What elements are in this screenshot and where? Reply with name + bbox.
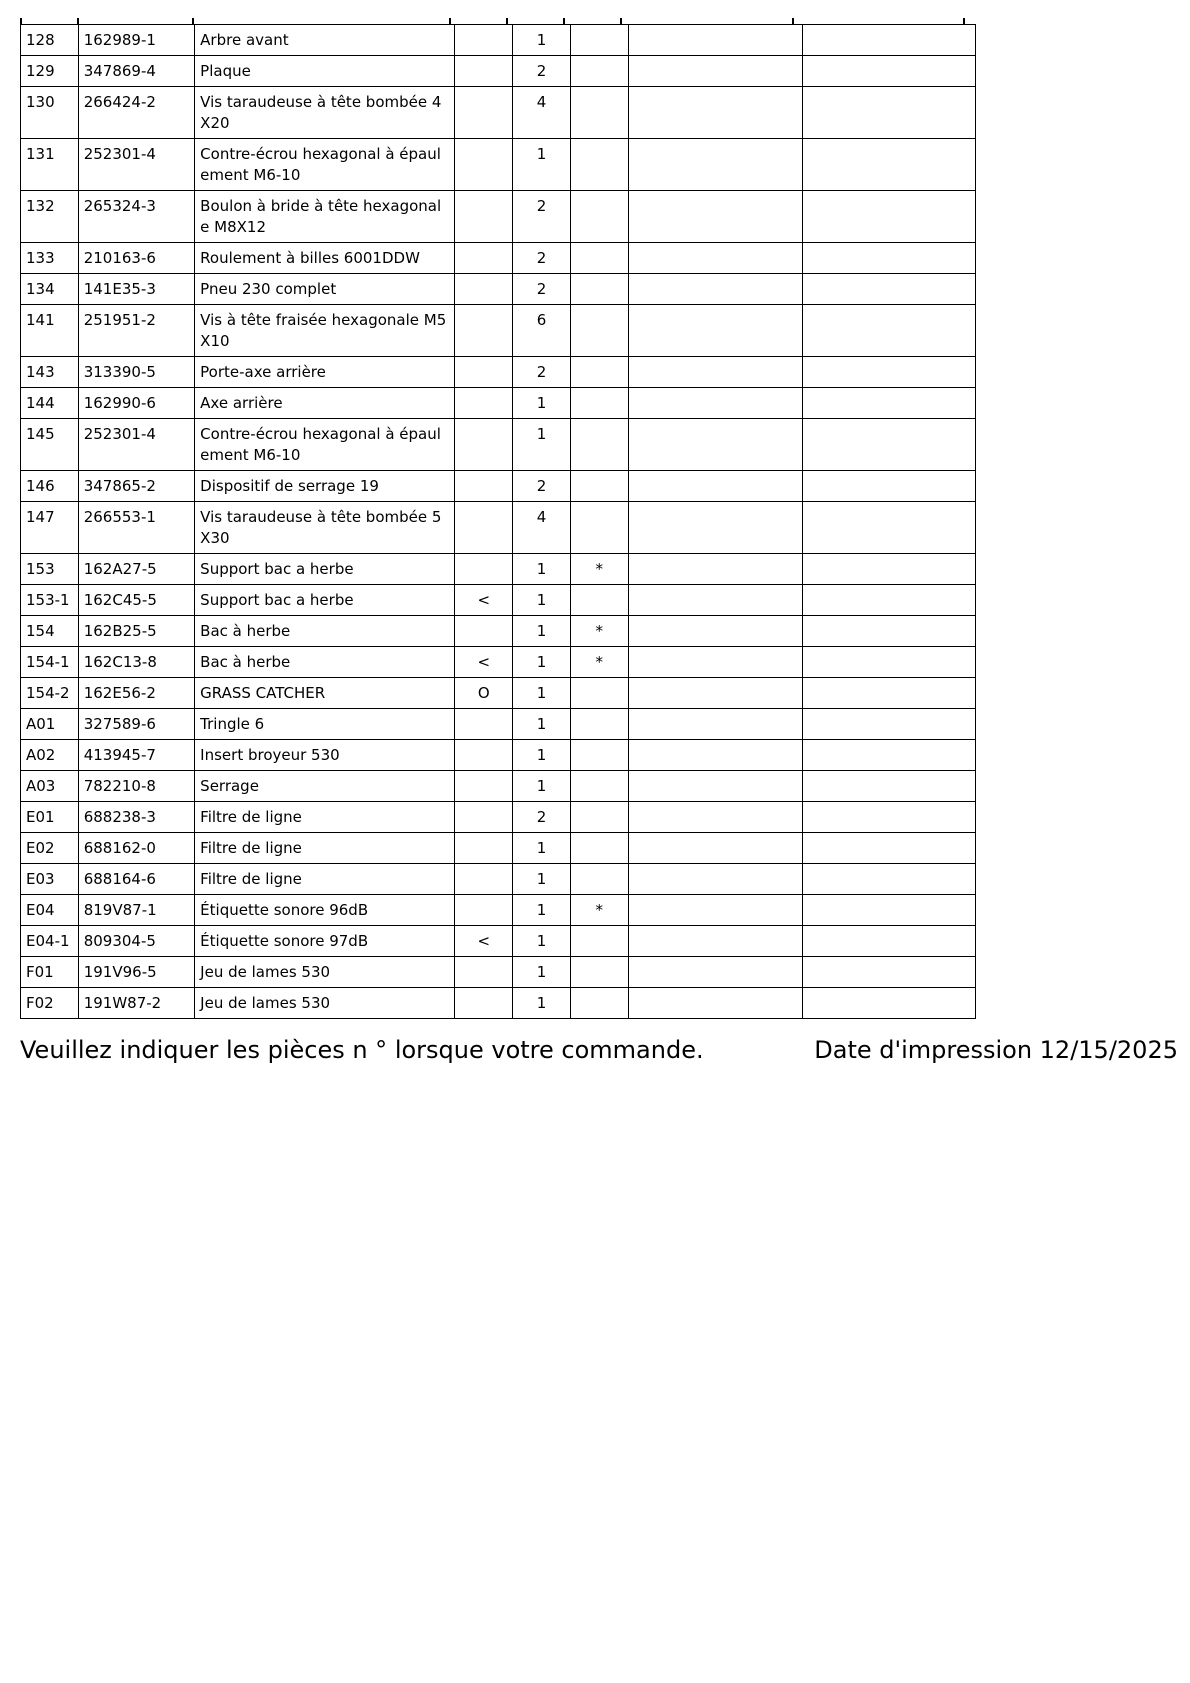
table-row — [21, 709, 976, 740]
table-row — [21, 678, 976, 709]
part-number-cell: 162C13-8 — [78, 647, 194, 678]
blank-cell — [802, 502, 975, 554]
blank-cell — [628, 926, 802, 957]
mark-cell: O — [455, 678, 513, 709]
note-cell: * — [570, 554, 628, 585]
description-cell: Jeu de lames 530 — [195, 957, 455, 988]
ref-cell: A02 — [21, 740, 79, 771]
mark-cell — [455, 243, 513, 274]
note-cell — [570, 305, 628, 357]
mark-cell — [455, 357, 513, 388]
ref-cell: E04 — [21, 895, 79, 926]
table-row — [21, 357, 976, 388]
blank-cell — [802, 585, 975, 616]
ref-cell: A03 — [21, 771, 79, 802]
description-cell: Boulon à bride à tête hexagonale M8X12 — [195, 191, 455, 243]
blank-cell — [628, 988, 802, 1019]
ref-cell: 145 — [21, 419, 79, 471]
mark-cell — [455, 802, 513, 833]
part-number-cell: 141E35-3 — [78, 274, 194, 305]
note-cell — [570, 25, 628, 56]
ref-cell: E01 — [21, 802, 79, 833]
part-number-cell: 162C45-5 — [78, 585, 194, 616]
note-cell — [570, 988, 628, 1019]
description-cell: Vis taraudeuse à tête bombée 5X30 — [195, 502, 455, 554]
order-instruction-note: Veuillez indiquer les pièces n ° lorsque votre commande. — [20, 1036, 704, 1064]
blank-cell — [628, 274, 802, 305]
quantity-cell: 4 — [513, 502, 571, 554]
quantity-cell: 1 — [513, 388, 571, 419]
mark-cell — [455, 616, 513, 647]
mark-cell — [455, 864, 513, 895]
description-cell: Bac à herbe — [195, 647, 455, 678]
mark-cell — [455, 988, 513, 1019]
parts-table-body — [21, 25, 976, 1019]
description-cell: Serrage — [195, 771, 455, 802]
description-cell: Vis taraudeuse à tête bombée 4X20 — [195, 87, 455, 139]
part-number-cell: 819V87-1 — [78, 895, 194, 926]
note-cell — [570, 678, 628, 709]
table-row — [21, 554, 976, 585]
blank-cell — [628, 554, 802, 585]
description-cell: Filtre de ligne — [195, 833, 455, 864]
table-row — [21, 191, 976, 243]
description-cell: Pneu 230 complet — [195, 274, 455, 305]
blank-cell — [628, 833, 802, 864]
ref-cell: 153-1 — [21, 585, 79, 616]
blank-cell — [628, 647, 802, 678]
part-number-cell: 313390-5 — [78, 357, 194, 388]
ref-cell: 144 — [21, 388, 79, 419]
ref-cell: 130 — [21, 87, 79, 139]
blank-cell — [802, 419, 975, 471]
description-cell: Étiquette sonore 96dB — [195, 895, 455, 926]
mark-cell — [455, 502, 513, 554]
mark-cell — [455, 419, 513, 471]
note-cell — [570, 926, 628, 957]
blank-cell — [628, 502, 802, 554]
quantity-cell: 2 — [513, 243, 571, 274]
blank-cell — [802, 864, 975, 895]
blank-cell — [802, 388, 975, 419]
quantity-cell: 1 — [513, 616, 571, 647]
blank-cell — [802, 678, 975, 709]
blank-cell — [802, 616, 975, 647]
table-row — [21, 616, 976, 647]
ref-cell: E04-1 — [21, 926, 79, 957]
blank-cell — [802, 895, 975, 926]
ref-cell: 128 — [21, 25, 79, 56]
blank-cell — [802, 926, 975, 957]
part-number-cell: 162989-1 — [78, 25, 194, 56]
part-number-cell: 688162-0 — [78, 833, 194, 864]
description-cell: Filtre de ligne — [195, 802, 455, 833]
blank-cell — [628, 585, 802, 616]
part-number-cell: 809304-5 — [78, 926, 194, 957]
note-cell — [570, 274, 628, 305]
quantity-cell: 1 — [513, 895, 571, 926]
ref-cell: E02 — [21, 833, 79, 864]
note-cell: * — [570, 647, 628, 678]
mark-cell — [455, 25, 513, 56]
blank-cell — [628, 709, 802, 740]
quantity-cell: 1 — [513, 771, 571, 802]
blank-cell — [802, 274, 975, 305]
quantity-cell: 1 — [513, 988, 571, 1019]
blank-cell — [802, 709, 975, 740]
note-cell — [570, 802, 628, 833]
blank-cell — [628, 802, 802, 833]
description-cell: Support bac a herbe — [195, 554, 455, 585]
blank-cell — [628, 87, 802, 139]
part-number-cell: 252301-4 — [78, 419, 194, 471]
description-cell: Contre-écrou hexagonal à épaulement M6-10 — [195, 419, 455, 471]
note-cell — [570, 191, 628, 243]
ref-cell: 141 — [21, 305, 79, 357]
table-row — [21, 502, 976, 554]
part-number-cell: 162990-6 — [78, 388, 194, 419]
note-cell — [570, 833, 628, 864]
mark-cell: < — [455, 585, 513, 616]
ref-cell: F02 — [21, 988, 79, 1019]
ref-cell: 154-2 — [21, 678, 79, 709]
mark-cell — [455, 895, 513, 926]
description-cell: Bac à herbe — [195, 616, 455, 647]
ref-cell: 154-1 — [21, 647, 79, 678]
quantity-cell: 1 — [513, 833, 571, 864]
note-cell — [570, 957, 628, 988]
ref-cell: 129 — [21, 56, 79, 87]
mark-cell — [455, 709, 513, 740]
mark-cell: < — [455, 926, 513, 957]
description-cell: Contre-écrou hexagonal à épaulement M6-10 — [195, 139, 455, 191]
part-number-cell: 265324-3 — [78, 191, 194, 243]
blank-cell — [802, 243, 975, 274]
blank-cell — [628, 243, 802, 274]
quantity-cell: 2 — [513, 56, 571, 87]
description-cell: Roulement à billes 6001DDW — [195, 243, 455, 274]
description-cell: GRASS CATCHER — [195, 678, 455, 709]
ref-cell: 131 — [21, 139, 79, 191]
note-cell — [570, 357, 628, 388]
quantity-cell: 1 — [513, 419, 571, 471]
blank-cell — [802, 56, 975, 87]
blank-cell — [628, 678, 802, 709]
description-cell: Axe arrière — [195, 388, 455, 419]
note-cell: * — [570, 895, 628, 926]
mark-cell — [455, 554, 513, 585]
quantity-cell: 1 — [513, 25, 571, 56]
table-row — [21, 957, 976, 988]
note-cell — [570, 139, 628, 191]
description-cell: Vis à tête fraisée hexagonale M5X10 — [195, 305, 455, 357]
description-cell: Plaque — [195, 56, 455, 87]
mark-cell — [455, 771, 513, 802]
note-cell — [570, 740, 628, 771]
description-cell: Arbre avant — [195, 25, 455, 56]
blank-cell — [628, 388, 802, 419]
mark-cell — [455, 56, 513, 87]
table-row — [21, 895, 976, 926]
blank-cell — [628, 357, 802, 388]
blank-cell — [628, 471, 802, 502]
note-cell — [570, 709, 628, 740]
table-row — [21, 471, 976, 502]
mark-cell — [455, 139, 513, 191]
ref-cell: E03 — [21, 864, 79, 895]
blank-cell — [628, 305, 802, 357]
ref-cell: 134 — [21, 274, 79, 305]
note-cell: * — [570, 616, 628, 647]
blank-cell — [802, 802, 975, 833]
blank-cell — [628, 25, 802, 56]
note-cell — [570, 771, 628, 802]
table-row — [21, 771, 976, 802]
description-cell: Filtre de ligne — [195, 864, 455, 895]
note-cell — [570, 56, 628, 87]
blank-cell — [802, 833, 975, 864]
mark-cell — [455, 388, 513, 419]
note-cell — [570, 87, 628, 139]
note-cell — [570, 388, 628, 419]
parts-table — [20, 24, 976, 1019]
description-cell: Porte-axe arrière — [195, 357, 455, 388]
blank-cell — [628, 191, 802, 243]
quantity-cell: 1 — [513, 864, 571, 895]
quantity-cell: 1 — [513, 709, 571, 740]
part-number-cell: 266553-1 — [78, 502, 194, 554]
note-cell — [570, 419, 628, 471]
ref-cell: 153 — [21, 554, 79, 585]
quantity-cell: 1 — [513, 139, 571, 191]
ref-cell: 147 — [21, 502, 79, 554]
note-cell — [570, 502, 628, 554]
part-number-cell: 782210-8 — [78, 771, 194, 802]
table-row — [21, 388, 976, 419]
table-row — [21, 864, 976, 895]
table-row — [21, 585, 976, 616]
note-cell — [570, 243, 628, 274]
blank-cell — [628, 895, 802, 926]
table-row — [21, 305, 976, 357]
note-cell — [570, 864, 628, 895]
table-row — [21, 988, 976, 1019]
blank-cell — [802, 191, 975, 243]
part-number-cell: 266424-2 — [78, 87, 194, 139]
blank-cell — [802, 471, 975, 502]
part-number-cell: 191W87-2 — [78, 988, 194, 1019]
part-number-cell: 327589-6 — [78, 709, 194, 740]
table-row — [21, 56, 976, 87]
table-row — [21, 802, 976, 833]
mark-cell: < — [455, 647, 513, 678]
table-row — [21, 419, 976, 471]
description-cell: Tringle 6 — [195, 709, 455, 740]
mark-cell — [455, 957, 513, 988]
quantity-cell: 1 — [513, 926, 571, 957]
blank-cell — [802, 25, 975, 56]
description-cell: Jeu de lames 530 — [195, 988, 455, 1019]
blank-cell — [802, 87, 975, 139]
mark-cell — [455, 87, 513, 139]
ref-cell: 143 — [21, 357, 79, 388]
quantity-cell: 2 — [513, 191, 571, 243]
blank-cell — [802, 139, 975, 191]
table-row — [21, 274, 976, 305]
part-number-cell: 210163-6 — [78, 243, 194, 274]
blank-cell — [802, 988, 975, 1019]
print-date: Date d'impression 12/15/2025 — [814, 1036, 1178, 1064]
table-row — [21, 243, 976, 274]
table-row — [21, 833, 976, 864]
description-cell: Étiquette sonore 97dB — [195, 926, 455, 957]
quantity-cell: 6 — [513, 305, 571, 357]
ref-cell: F01 — [21, 957, 79, 988]
part-number-cell: 688238-3 — [78, 802, 194, 833]
blank-cell — [802, 740, 975, 771]
mark-cell — [455, 740, 513, 771]
quantity-cell: 2 — [513, 274, 571, 305]
part-number-cell: 252301-4 — [78, 139, 194, 191]
table-row — [21, 139, 976, 191]
table-row — [21, 25, 976, 56]
blank-cell — [628, 957, 802, 988]
blank-cell — [628, 139, 802, 191]
quantity-cell: 1 — [513, 554, 571, 585]
part-number-cell: 251951-2 — [78, 305, 194, 357]
mark-cell — [455, 274, 513, 305]
quantity-cell: 4 — [513, 87, 571, 139]
mark-cell — [455, 471, 513, 502]
table-row — [21, 740, 976, 771]
blank-cell — [628, 740, 802, 771]
note-cell — [570, 585, 628, 616]
part-number-cell: 191V96-5 — [78, 957, 194, 988]
blank-cell — [802, 305, 975, 357]
quantity-cell: 2 — [513, 471, 571, 502]
ref-cell: 154 — [21, 616, 79, 647]
blank-cell — [802, 554, 975, 585]
blank-cell — [628, 56, 802, 87]
description-cell: Insert broyeur 530 — [195, 740, 455, 771]
blank-cell — [628, 419, 802, 471]
part-number-cell: 162A27-5 — [78, 554, 194, 585]
quantity-cell: 1 — [513, 585, 571, 616]
table-row — [21, 926, 976, 957]
quantity-cell: 1 — [513, 647, 571, 678]
part-number-cell: 162B25-5 — [78, 616, 194, 647]
quantity-cell: 2 — [513, 802, 571, 833]
description-cell: Dispositif de serrage 19 — [195, 471, 455, 502]
blank-cell — [802, 957, 975, 988]
quantity-cell: 1 — [513, 740, 571, 771]
description-cell: Support bac a herbe — [195, 585, 455, 616]
mark-cell — [455, 191, 513, 243]
part-number-cell: 688164-6 — [78, 864, 194, 895]
quantity-cell: 2 — [513, 357, 571, 388]
mark-cell — [455, 305, 513, 357]
quantity-cell: 1 — [513, 957, 571, 988]
ref-cell: 133 — [21, 243, 79, 274]
table-row — [21, 647, 976, 678]
table-row — [21, 87, 976, 139]
ref-cell: A01 — [21, 709, 79, 740]
note-cell — [570, 471, 628, 502]
ref-cell: 146 — [21, 471, 79, 502]
part-number-cell: 347869-4 — [78, 56, 194, 87]
part-number-cell: 413945-7 — [78, 740, 194, 771]
part-number-cell: 162E56-2 — [78, 678, 194, 709]
blank-cell — [628, 771, 802, 802]
blank-cell — [628, 864, 802, 895]
quantity-cell: 1 — [513, 678, 571, 709]
ref-cell: 132 — [21, 191, 79, 243]
blank-cell — [802, 357, 975, 388]
blank-cell — [802, 647, 975, 678]
mark-cell — [455, 833, 513, 864]
blank-cell — [802, 771, 975, 802]
part-number-cell: 347865-2 — [78, 471, 194, 502]
blank-cell — [628, 616, 802, 647]
